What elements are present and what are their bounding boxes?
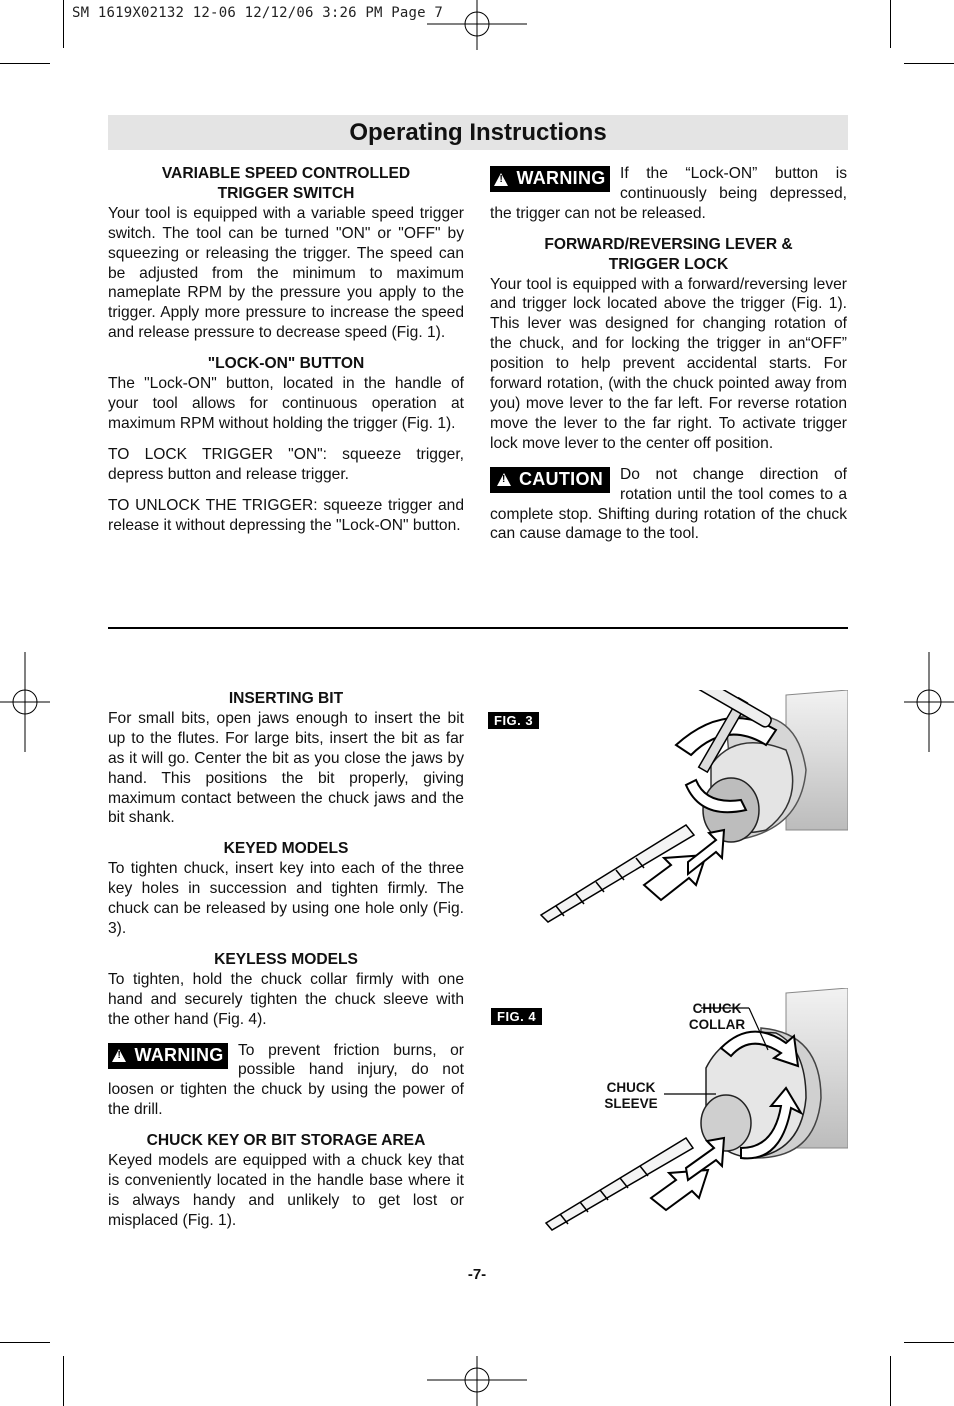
warning-badge: ! WARNING — [108, 1043, 228, 1069]
fig3-keyed-chuck-illustration — [536, 690, 848, 930]
paragraph: TO LOCK TRIGGER "ON": squeeze trigger, depress button and release trigger. — [108, 445, 464, 483]
warning-triangle-icon — [494, 173, 508, 186]
crop-mark — [890, 0, 891, 48]
fig4-label: FIG. 4 — [491, 1008, 542, 1025]
left-bottom-column — [108, 689, 464, 1242]
warning-block: ! WARNING If the “Lock-ON” button is continuously being depressed, the trigger can not be released. — [490, 164, 847, 224]
print-slug: SM 1619X02132 12-06 12/12/06 3:26 PM Page 7 — [72, 5, 444, 21]
crop-mark — [904, 1342, 954, 1343]
crop-mark — [63, 0, 64, 48]
section-heading-variable-speed: VARIABLE SPEED CONTROLLED TRIGGER SWITCH — [161, 165, 411, 202]
crop-mark — [890, 1356, 891, 1406]
crop-mark — [904, 63, 954, 64]
section-heading-keyless-models: KEYLESS MODELS — [214, 950, 358, 968]
section-divider — [108, 627, 848, 629]
page-number: -7- — [467, 1266, 487, 1283]
paragraph: To tighten, hold the chuck collar firmly with one hand and securely tighten the chuck sleeve with the other hand (Fig. 4). — [108, 970, 464, 1028]
registration-mark-icon — [0, 652, 50, 752]
crop-mark — [63, 1356, 64, 1406]
page-title-bar — [108, 115, 848, 150]
crop-mark — [0, 1342, 50, 1343]
warning-badge: ! WARNING — [490, 166, 610, 192]
paragraph: To tighten chuck, insert key into each of the three key holes in succession and tighten firmly. The chuck can be released by using one hole only (Fig. 3). — [108, 860, 464, 937]
paragraph: Your tool is equipped with a variable speed trigger switch. The tool can be turned "ON" or "OFF" by squeezing or releasing the trigger. The speed can be adjusted from the minimum to maximum nameplate RPM by the pressure you apply to the trigger. Apply more pressure to increase the speed and release pressure to decrease speed (Fig. 1). — [108, 204, 464, 342]
chuck-sleeve-label: CHUCK SLEEVE — [604, 1080, 658, 1111]
paragraph: The "Lock-ON" button, located in the handle of your tool allows for continuous operation at maximum RPM without holding the trigger (Fig. 1). — [108, 375, 464, 432]
page-title: Operating Instructions — [349, 119, 607, 146]
warning-triangle-icon — [112, 1049, 126, 1062]
fig3-label: FIG. 3 — [488, 712, 539, 729]
paragraph: For small bits, open jaws enough to insert the bit up to the flutes. For large bits, insert the bit as far as it will go. Center the bit as you close the jaws by hand. This positions the bit properly, giving maximum contact between the chuck jaws and the bit shank. — [108, 709, 464, 827]
crop-mark — [0, 63, 50, 64]
section-heading-forward-reversing: FORWARD/REVERSING LEVER & TRIGGER LOCK — [544, 235, 793, 273]
chuck-collar-label: CHUCK COLLAR — [688, 1001, 746, 1032]
section-heading-chuck-key-storage: CHUCK KEY OR BIT STORAGE AREA — [146, 1132, 426, 1150]
registration-mark-icon — [427, 1356, 527, 1406]
section-heading-keyed-models: KEYED MODELS — [223, 840, 349, 858]
section-heading-inserting-bit: INSERTING BIT — [228, 690, 344, 707]
warning-triangle-icon — [497, 473, 511, 486]
paragraph: Your tool is equipped with a forward/reversing lever and trigger lock located above the trigger (Fig. 1). This lever was designed for changing rotation of the chuck, and for locking the trigger in an“OFF” position to help prevent accidental starts. For forward rotation, (with the chuck pointed away from you) move lever to the far left. For reverse rotation move the lever to the far right. To activate trigger lock move lever to the center off position. — [490, 275, 847, 452]
paragraph: Keyed models are equipped with a chuck key that is conveniently located in the handle base where it is always handy and unlikely to get lost or misplaced (Fig. 1). — [108, 1152, 464, 1229]
caution-block: ! CAUTION Do not change direction of rotation until the tool comes to a complete stop. Shifting during rotation of the chuck can cause damage to the tool. — [490, 465, 847, 545]
registration-mark-icon — [904, 652, 954, 752]
left-top-column — [108, 164, 464, 546]
warning-block: ! WARNING To prevent friction burns, or possible hand injury, do not loosen or tighten the chuck by using the power of the drill. — [108, 1041, 464, 1121]
fig4-keyless-chuck-illustration — [536, 988, 848, 1233]
paragraph: TO UNLOCK THE TRIGGER: squeeze trigger and release it without depressing the "Lock-ON" button. — [108, 496, 464, 534]
caution-badge: ! CAUTION — [490, 467, 610, 493]
right-top-column — [490, 164, 847, 555]
section-heading-lock-on: "LOCK-ON" BUTTON — [207, 355, 365, 373]
registration-mark-icon — [427, 0, 527, 50]
